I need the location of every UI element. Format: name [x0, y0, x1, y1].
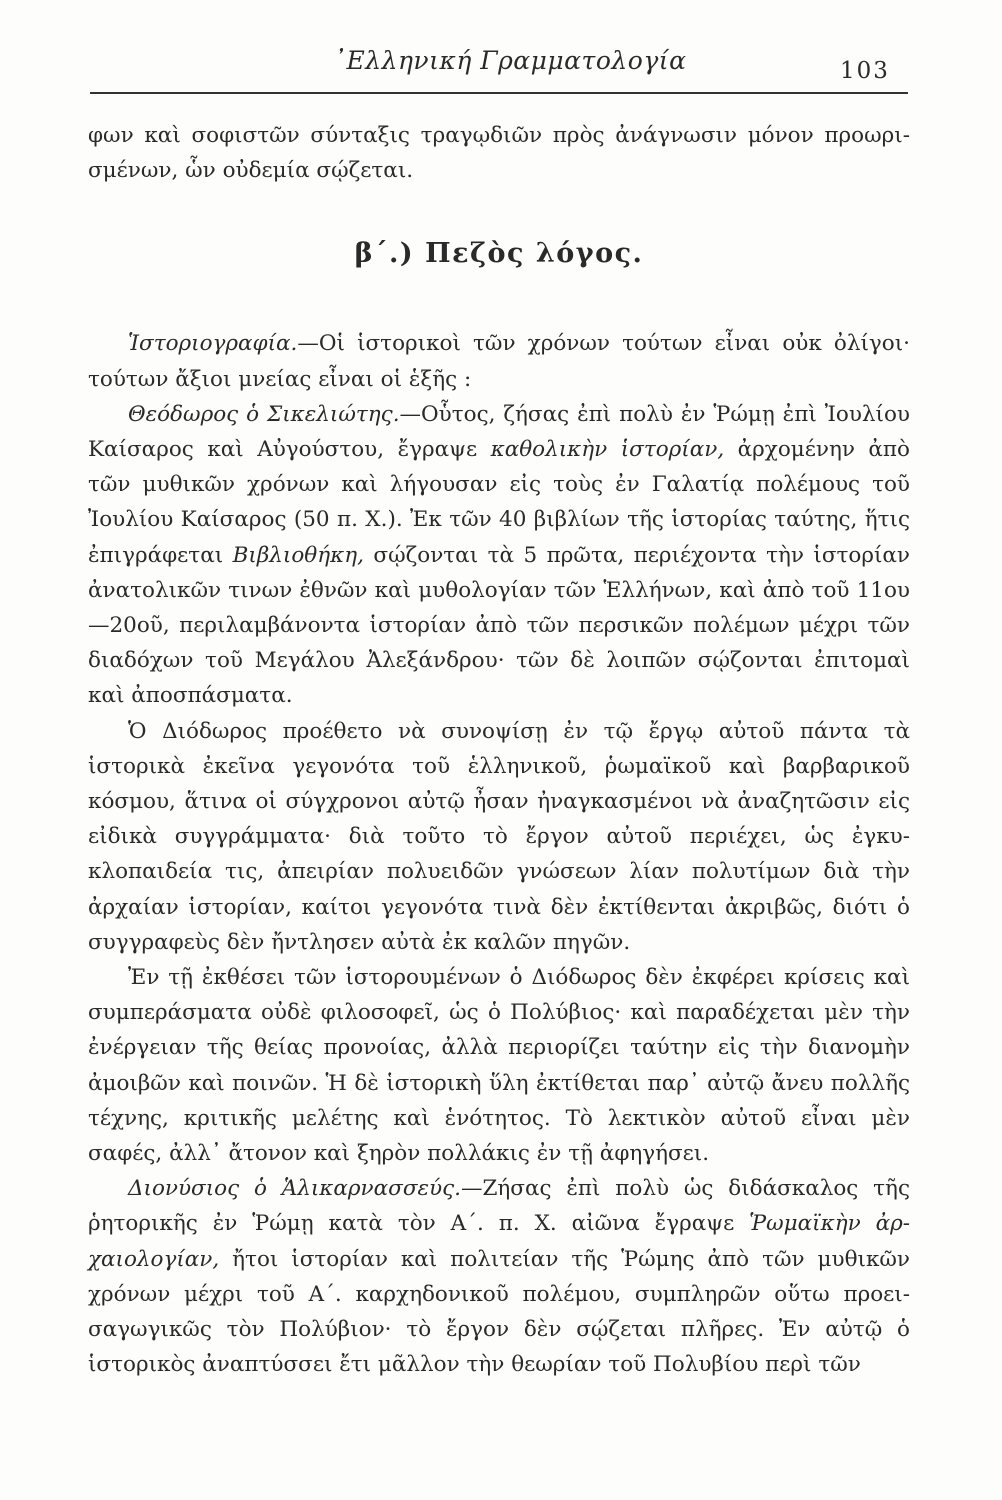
paragraph-continuation: φων καὶ σοφιστῶν σύνταξις τραγῳδιῶν πρὸς ἀνάγνωσιν μόνον προωρισμένων, ὧν οὐδεμία σῴζεται. — [88, 123, 910, 184]
paragraph-exposition: Ἐν τῇ ἐκθέσει τῶν ἱστορουμένων ὁ Διόδωρος δὲν ἐκφέρει κρίσεις καὶ συμπεράσματα οὐδὲ φιλοσοφεῖ, ὡς ὁ Πολύβιος· καὶ παραδέχεται μὲν τὴν ἐνέργειαν τῆς θείας προνοίας, ἀλλὰ περιορίζει ταύτην εἰς τὴν διανομὴν ἀμοιβῶν καὶ ποινῶν. Ἡ δὲ ἱστορικὴ ὕλη ἐκτίθεται παρ᾿ αὐτῷ ἄνευ πολλῆς τέχνης, κριτικῆς μελέτης καὶ ἑνότητος. Τὸ λεκτικὸν αὐτοῦ εἶναι μὲν σαφές, ἀλλ᾿ ἄτονον καὶ ξηρὸν πολλάκις ἐν τῇ ἀφηγήσει. — [88, 965, 910, 1167]
paragraph-theodoros — [88, 397, 910, 714]
paragraph-diodoros: Ὁ Διόδωρος προέθετο νὰ συνοψίσῃ ἐν τῷ ἔργῳ αὐτοῦ πάντα τὰ ἱστορικὰ ἐκεῖνα γεγονότα τοῦ ἑλληνικοῦ, ῥωμαϊκοῦ καὶ βαρβαρικοῦ κόσμου, ἅτινα οἱ σύγχρονοι αὐτῷ ἦσαν ἠναγκασμένοι νὰ ἀναζητῶσιν εἰς εἰδικὰ συγγράμματα· διὰ τοῦτο τὸ ἔργον αὐτοῦ περιέχει, ὡς ἐγκυκλοπαιδεία τις, ἀπειρίαν πολυειδῶν γνώσεων λίαν πολυτίμων διὰ τὴν ἀρχαίαν ἱστορίαν, καίτοι γεγονότα τινὰ δὲν ἐκτίθενται ἀκριβῶς, διότι ὁ συγγραφεὺς δὲν ἤντλησεν αὐτὰ ἐκ καλῶν πηγῶν. — [88, 718, 910, 955]
paragraph-text: —Οἱ ἱστορικοὶ τῶν χρόνων τούτων εἶναι οὐκ ὀλίγοι· τούτων ἄξιοι μνείας εἶναι οἱ ἑξῆς : — [88, 331, 910, 392]
paragraph-term: Ἱστοριογραφία. — [128, 331, 298, 357]
paragraph-text: —Οὗτος, ζήσας ἐπὶ πολὺ ἐν Ῥώμῃ ἐπὶ Ἰουλίου Καίσαρος καὶ Αὐγούστου, ἔγραψε — [88, 401, 910, 463]
paragraph-text: σῴζονται τὰ 5 πρῶτα, περιέχοντα τὴν ἱστορίαν ἀνατολικῶν τινων ἐθνῶν καὶ μυθολογίαν τῶν Ἑλλήνων, καὶ ἀπὸ τοῦ 11ου—20οῦ, περιλαμβάνοντα ἱστορίαν ἀπὸ τῶν περσικῶν πολέμων μέχρι τῶν διαδόχων τοῦ Μεγάλου Ἀλεξάνδρου· τῶν δὲ λοιπῶν σῴζονται ἐπιτομαὶ καὶ ἀποσπάσματα. — [88, 542, 910, 709]
paragraph-text: ἤτοι ἱστορίαν καὶ πολιτείαν τῆς Ῥώμης ἀπὸ τῶν μυθικῶν χρόνων μέχρι τοῦ Α΄. καρχηδονικοῦ πολέμου, συμπληρῶν οὕτω προεισαγωγικῶς τὸν Πολύβιον· τὸ ἔργον δὲν σῴζεται πλῆρες. Ἐν αὐτῷ ὁ ἱστορικὸς ἀναπτύσσει ἔτι μᾶλλον τὴν θεωρίαν τοῦ Πολυβίου περὶ τῶν — [88, 1246, 910, 1378]
author-name: Διονύσιος ὁ Ἁλικαρνασσεύς. — [128, 1176, 461, 1202]
work-title: Ῥωμαϊκὴν ἀρχαιολογίαν, — [88, 1211, 910, 1272]
paragraph-historiography — [88, 326, 910, 396]
work-title: καθολικὴν ἱστορίαν, — [490, 437, 725, 463]
header-rule — [90, 92, 908, 94]
body-text — [88, 118, 910, 1383]
paragraph-text: —Ζήσας ἐπὶ πολὺ ὡς διδάσκαλος τῆς ῥητορικῆς ἐν Ῥώμῃ κατὰ τὸν Α΄. π. Χ. αἰῶνα ἔγραψε — [88, 1176, 910, 1237]
page-number: 103 — [840, 58, 890, 84]
paragraph-dionysios — [88, 1171, 910, 1382]
paragraph-text: ἀρχομένην ἀπὸ τῶν μυθικῶν χρόνων καὶ λήγουσαν εἰς τοὺς ἐν Γαλατίᾳ πολέμους τοῦ Ἰουλίου Καίσαρος (50 π. Χ.). Ἐκ τῶν 40 βιβλίων τῆς ἱστορίας ταύτης, ἥτις ἐπιγράφεται — [88, 437, 910, 568]
section-heading: β΄.) Πεζὸς λόγος. — [354, 238, 644, 270]
author-name: Θεόδωρος ὁ Σικελιώτης. — [128, 401, 400, 427]
work-title: Βιβλιοθήκη, — [232, 542, 364, 568]
running-title: ᾿Ελληνική Γραμματολογία — [333, 46, 687, 75]
